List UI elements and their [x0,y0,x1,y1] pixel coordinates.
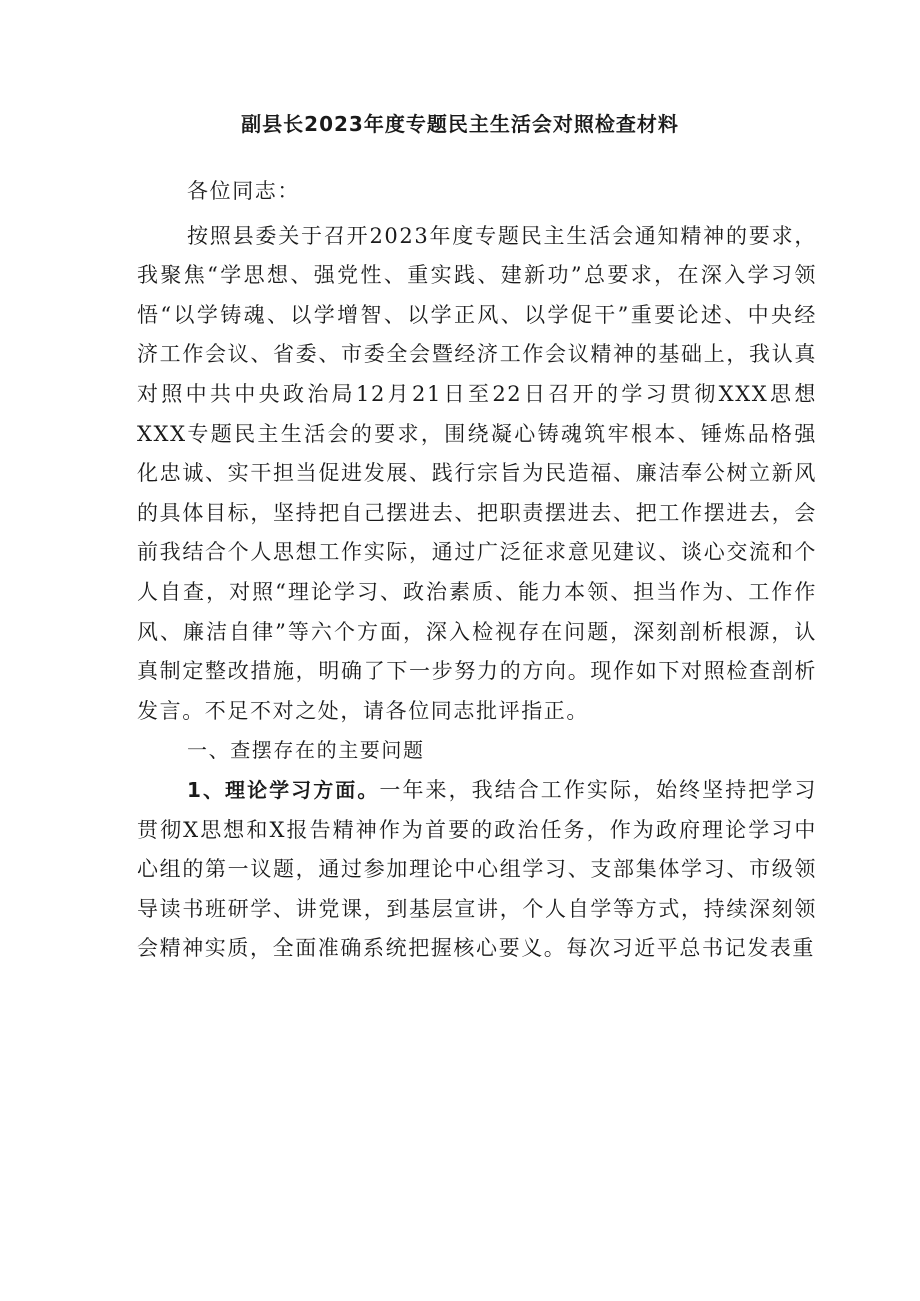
section-heading: 一、查摆存在的主要问题 [187,738,425,763]
point-1-lead: 1、理论学习方面。 [187,777,380,802]
intro-paragraph: 按照县委关于召开2023年度专题民主生活会通知精神的要求，我聚焦“学思想、强党性、重实践、建新功”总要求，在深入学习领悟“以学铸魂、以学增智、以学正风、以学促干”重要论述、中央经济工作会议、省委、市委全会暨经济工作会议精神的基础上，我认真对照中共中央政治局12月21日至22日召开的学习贯彻XXX思想XXX专题民主生活会的要求，围绕凝心铸魂筑牢根本、锤炼品格强化忠诚、实干担当促进发展、践行宗旨为民造福、廉洁奉公树立新风的具体目标，坚持把自己摆进去、把职责摆进去、把工作摆进去，会前我结合个人思想工作实际，通过广泛征求意见建议、谈心交流和个人自查，对照“理论学习、政治素质、能力本领、担当作为、工作作风、廉洁自律”等六个方面，深入检视存在问题，深刻剖析根源，认真制定整改措施，明确了下一步努力的方向。现作如下对照检查剖析发言。不足不对之处，请各位同志批评指正。 [137,223,817,723]
document-title: 副县长2023年度专题民主生活会对照检查材料 [241,112,679,136]
point-1-paragraph [137,771,817,969]
point-1-text: 一年来，我结合工作实际，始终坚持把学习贯彻X思想和X报告精神作为首要的政治任务，作为政府理论学习中心组的第一议题，通过参加理论中心组学习、支部集体学习、市级领导读书班研学、讲党课，到基层宣讲，个人自学等方式，持续深刻领会精神实质，全面准确系统把握核心要义。每次习近平总书记发表重 [137,777,817,961]
salutation: 各位同志： [187,179,300,203]
document-body [137,172,817,969]
